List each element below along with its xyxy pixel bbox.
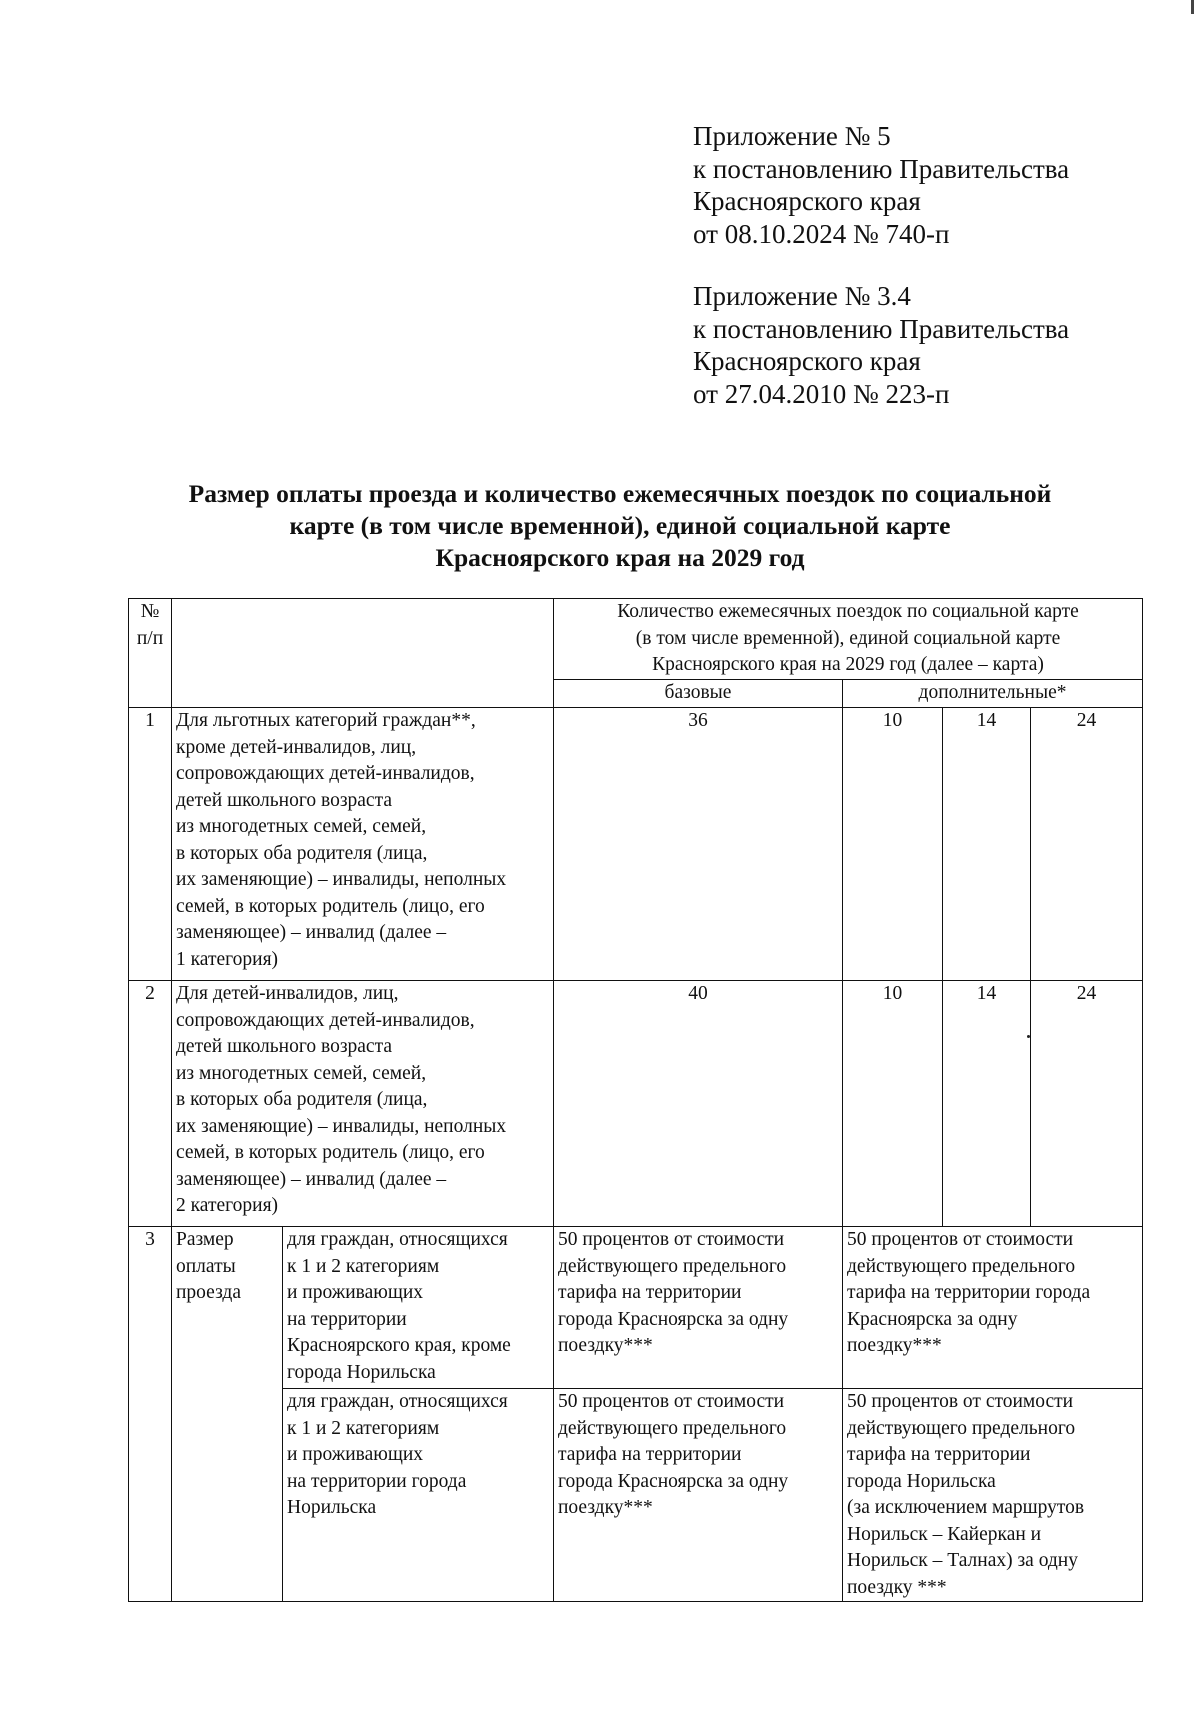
- header-trips-line2: (в том числе временной), единой социальной карте: [635, 627, 1061, 649]
- sub2-base-line: города Красноярска за одну: [558, 1470, 789, 1492]
- appendix-current: [693, 120, 1069, 250]
- row2-add1: 10: [843, 981, 943, 1227]
- row3-label-line: проезда: [176, 1282, 241, 1303]
- row3-sub1-base: [554, 1227, 843, 1389]
- row3-label-line: оплаты: [176, 1255, 236, 1277]
- header-trips-line1: Количество ежемесячных поездок по социальной карте: [617, 601, 1079, 622]
- sub2-who-line: на территории города: [287, 1470, 467, 1492]
- sub2-additional-line: 50 процентов от стоимости: [847, 1391, 1074, 1412]
- scan-dot: [1027, 1035, 1030, 1038]
- sub1-who-line: города Норильска: [287, 1361, 436, 1383]
- trips-table: [128, 598, 1143, 1602]
- corner-mark: [1191, 0, 1194, 14]
- sub2-base-line: действующего предельного: [558, 1417, 787, 1439]
- row1-desc-line: кроме детей-инвалидов, лиц,: [176, 736, 417, 758]
- row1-desc-line: их заменяющие) – инвалиды, неполных: [176, 869, 507, 890]
- row2-add2: 14: [943, 981, 1031, 1227]
- row2-desc-line: из многодетных семей, семей,: [176, 1062, 427, 1084]
- row2-add3: 24: [1031, 981, 1143, 1227]
- sub1-base-line: поездку***: [558, 1335, 653, 1356]
- sub2-base-line: поездку***: [558, 1497, 653, 1518]
- row1-add1: 10: [843, 708, 943, 981]
- sub2-additional-line: Норильск – Кайеркан и: [847, 1523, 1042, 1545]
- title-line1: Размер оплаты проезда и количество ежемесячных поездок по социальной: [188, 479, 1052, 508]
- title-line2: карте (в том числе временной), единой социальной карте: [289, 511, 951, 540]
- row1-add2: 14: [943, 708, 1031, 981]
- sub1-base-line: города Красноярска за одну: [558, 1308, 789, 1330]
- row3-sub1-additional: [843, 1227, 1143, 1389]
- appendix-current-line1: Приложение № 5: [693, 121, 891, 151]
- row1-description: [172, 708, 554, 981]
- appendix-original: [693, 280, 1069, 410]
- header-num-cell: [129, 599, 172, 708]
- row2-desc-line: их заменяющие) – инвалиды, неполных: [176, 1115, 507, 1137]
- row2-base: 40: [554, 981, 843, 1227]
- sub2-additional-line: поездку ***: [847, 1576, 947, 1598]
- sub2-additional-line: действующего предельного: [847, 1417, 1076, 1439]
- header-num-line1: №: [140, 601, 160, 622]
- row1-desc-line: сопровождающих детей-инвалидов,: [176, 763, 475, 784]
- row3-sub2-who: [283, 1389, 554, 1602]
- appendix-current-line4: от 08.10.2024 № 740-п: [693, 218, 950, 249]
- header-num-line2: п/п: [136, 627, 164, 649]
- sub2-additional-line: города Норильска: [847, 1470, 996, 1492]
- sub1-who-line: на территории: [287, 1308, 407, 1330]
- appendix-original-line4: от 27.04.2010 № 223-п: [693, 378, 950, 409]
- row2-desc-line: детей школьного возраста: [176, 1036, 393, 1057]
- row2-num: 2: [129, 981, 172, 1227]
- sub1-additional-line: 50 процентов от стоимости: [847, 1229, 1074, 1250]
- header-row: [129, 599, 1143, 680]
- row3-label: [172, 1227, 283, 1602]
- sub2-additional-line: Норильск – Талнах) за одну: [847, 1550, 1078, 1571]
- sub2-who-line: Норильска: [287, 1497, 377, 1518]
- sub1-additional-line: Красноярска за одну: [847, 1308, 1018, 1330]
- sub1-who-line: и проживающих: [287, 1282, 424, 1303]
- sub1-additional-line: поездку***: [847, 1335, 942, 1356]
- row2-desc-line: семей, в которых родитель (лицо, его: [176, 1142, 485, 1163]
- header-empty-cell: [172, 599, 554, 708]
- row2-desc-line: 2 категория): [176, 1195, 279, 1216]
- row2-desc-line: заменяющее) – инвалид (далее –: [176, 1168, 447, 1190]
- sub2-who-line: к 1 и 2 категориям: [287, 1417, 440, 1439]
- row1-base: 36: [554, 708, 843, 981]
- row1-desc-line: 1 категория): [176, 948, 279, 970]
- row1-desc-line: детей школьного возраста: [176, 789, 393, 811]
- sub1-who-line: Красноярского края, кроме: [287, 1335, 511, 1356]
- appendix-current-line2: к постановлению Правительства: [693, 153, 1070, 184]
- row3-label-line: Размер: [176, 1229, 234, 1250]
- sub1-base-line: тарифа на территории: [558, 1282, 742, 1303]
- row2-description: [172, 981, 554, 1227]
- title-line3: Красноярского края на 2029 год: [435, 543, 805, 572]
- row3-sub1-who: [283, 1227, 554, 1389]
- row1-desc-line: Для льготных категорий граждан**,: [176, 710, 476, 731]
- appendix-original-line3: Красноярского края: [693, 346, 921, 376]
- sub2-additional-line: (за исключением маршрутов: [847, 1497, 1085, 1518]
- sub2-base-line: тарифа на территории: [558, 1444, 742, 1465]
- row1-add3: 24: [1031, 708, 1143, 981]
- table-row: [129, 1227, 1143, 1389]
- sub2-additional-line: тарифа на территории: [847, 1444, 1031, 1465]
- sub1-additional-line: действующего предельного: [847, 1255, 1076, 1277]
- row3-num: 3: [129, 1227, 172, 1602]
- appendix-original-line2: к постановлению Правительства: [693, 313, 1070, 344]
- row1-desc-line: семей, в которых родитель (лицо, его: [176, 895, 485, 917]
- row1-num: 1: [129, 708, 172, 981]
- sub2-who-line: и проживающих: [287, 1444, 424, 1465]
- sub2-who-line: для граждан, относящихся: [287, 1391, 508, 1412]
- sub1-base-line: 50 процентов от стоимости: [558, 1229, 785, 1250]
- document-title: [100, 478, 1140, 574]
- row1-desc-line: заменяющее) – инвалид (далее –: [176, 922, 447, 943]
- row1-desc-line: в которых оба родителя (лица,: [176, 842, 428, 864]
- sub1-additional-line: тарифа на территории города: [847, 1282, 1091, 1303]
- sub1-base-line: действующего предельного: [558, 1255, 787, 1277]
- row1-desc-line: из многодетных семей, семей,: [176, 816, 427, 837]
- table-row: [129, 981, 1143, 1227]
- sub1-who-line: к 1 и 2 категориям: [287, 1255, 440, 1277]
- sub1-who-line: для граждан, относящихся: [287, 1229, 508, 1250]
- header-trips-cell: [554, 599, 1143, 680]
- sub2-base-line: 50 процентов от стоимости: [558, 1391, 785, 1412]
- appendix-current-line3: Красноярского края: [693, 186, 921, 216]
- row3-sub2-base: [554, 1389, 843, 1602]
- header-trips-line3: Красноярского края на 2029 год (далее – карта): [652, 654, 1044, 675]
- header-additional: дополнительные*: [843, 680, 1143, 708]
- row2-desc-line: в которых оба родителя (лица,: [176, 1089, 428, 1110]
- row2-desc-line: сопровождающих детей-инвалидов,: [176, 1009, 475, 1031]
- row3-sub2-additional: [843, 1389, 1143, 1602]
- appendix-original-line1: Приложение № 3.4: [693, 281, 911, 311]
- row2-desc-line: Для детей-инвалидов, лиц,: [176, 983, 399, 1004]
- header-base: базовые: [554, 680, 843, 708]
- table-row: [129, 708, 1143, 981]
